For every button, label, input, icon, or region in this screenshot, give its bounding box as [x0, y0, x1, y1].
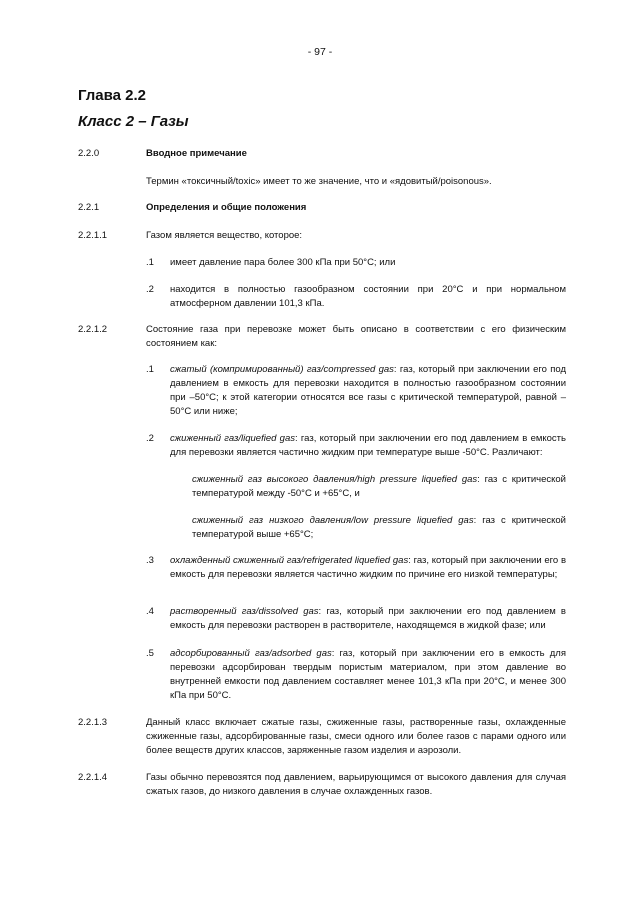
list-item-text: [170, 605, 566, 633]
section-heading-2-2-1: Определения и общие положения: [146, 202, 307, 213]
term: охлажденный сжиженный газ/refrigerated liquefied gas: [170, 555, 409, 566]
section-text-2-2-1-3: Данный класс включает сжатые газы, сжиженные газы, растворенные газы, охлажденные сжиженные газы, адсорбированные газы, смеси одного или более газов с парами одного или более веществ других классов, заряженные газом изделия и аэрозоли.: [146, 717, 566, 756]
section-heading-2-2-0: Вводное примечание: [146, 148, 247, 159]
chapter-heading: Глава 2.2: [78, 87, 147, 104]
list-item-text: [170, 432, 566, 460]
definition: : газ, который при заключении его в емкость для перевозки адсорбирован твердым пористым материалом, при этом давление во внутренней емкости под давлением составляет менее 101,3 кПа при 20°С, и менее 300 кПа при 50°С.: [170, 648, 566, 701]
definition: : газ, который при заключении его под давлением в емкость для перевозки растворен в растворителе, находящемся в жидкой фазе; или: [170, 606, 566, 631]
term: сжатый (компримированный) газ/compressed gas: [170, 364, 394, 375]
section-number-2-2-1-1: 2.2.1.1: [78, 230, 108, 241]
section-number-2-2-1-2: 2.2.1.2: [78, 324, 108, 335]
section-text-2-2-1-2: Состояние газа при перевозке может быть описано в соответствии с его физическим состоянием как:: [146, 324, 566, 349]
term: сжиженный газ/liquefied gas: [170, 433, 295, 444]
definition: : газ, который при заключении его под давлением в емкость для перевозки находится в полностью газообразном состоянии при –50°С; к этой категории относятся все газы с критической температурой, равной – 50°С или ниже;: [170, 364, 566, 417]
list-item-mark: .1: [146, 364, 154, 375]
list-item-mark: .4: [146, 606, 154, 617]
term: сжиженный газ низкого давления/low pressure liquefied gas: [192, 515, 474, 526]
list-item-text: [170, 647, 566, 703]
definition: : газ, который при заключении его в емкость для перевозки является частично жидким по причине его низкой температуры;: [170, 555, 566, 580]
sub-item-text: [192, 514, 566, 542]
list-item-mark: .5: [146, 648, 154, 659]
list-item-text: [170, 363, 566, 419]
list-item-text: находится в полностью газообразном состоянии при 20°С и при нормальном атмосферном давлении 101,3 кПа.: [170, 284, 566, 309]
term: растворенный газ/dissolved gas: [170, 606, 319, 617]
section-text-2-2-1-4: Газы обычно перевозятся под давлением, варьирующимся от высокого давления для случая сжатых газов, до низкого давления в случае охлажденных газов.: [146, 772, 566, 797]
section-number-2-2-0: 2.2.0: [78, 148, 100, 159]
definition: : газ с критической температурой выше +65°С;: [192, 515, 566, 540]
list-item-mark: .2: [146, 284, 154, 295]
term: адсорбированный газ/adsorbed gas: [170, 648, 332, 659]
section-text-2-2-1-1: Газом является вещество, которое:: [146, 230, 303, 241]
chapter-title: Класс 2 – Газы: [78, 113, 189, 130]
section-text-2-2-0: Термин «токсичный/toxic» имеет то же значение, что и «ядовитый/poisonous».: [146, 176, 492, 187]
list-item-mark: .3: [146, 555, 154, 566]
definition: : газ, который при заключении его под давлением в емкость для перевозки является частично жидким при температуре выше -50°С. Различают:: [170, 433, 566, 458]
section-number-2-2-1: 2.2.1: [78, 202, 100, 213]
section-number-2-2-1-3: 2.2.1.3: [78, 717, 108, 728]
page-number: - 97 -: [307, 46, 333, 58]
sub-item-text: [192, 473, 566, 501]
list-item-mark: .1: [146, 257, 154, 268]
section-number-2-2-1-4: 2.2.1.4: [78, 772, 108, 783]
list-item-mark: .2: [146, 433, 154, 444]
term: сжиженный газ высокого давления/high pressure liquefied gas: [192, 474, 478, 485]
definition: : газ с критической температурой между -50°С и +65°С, и: [192, 474, 566, 499]
list-item-text: [170, 554, 566, 582]
list-item-text: имеет давление пара более 300 кПа при 50°С; или: [170, 257, 396, 268]
